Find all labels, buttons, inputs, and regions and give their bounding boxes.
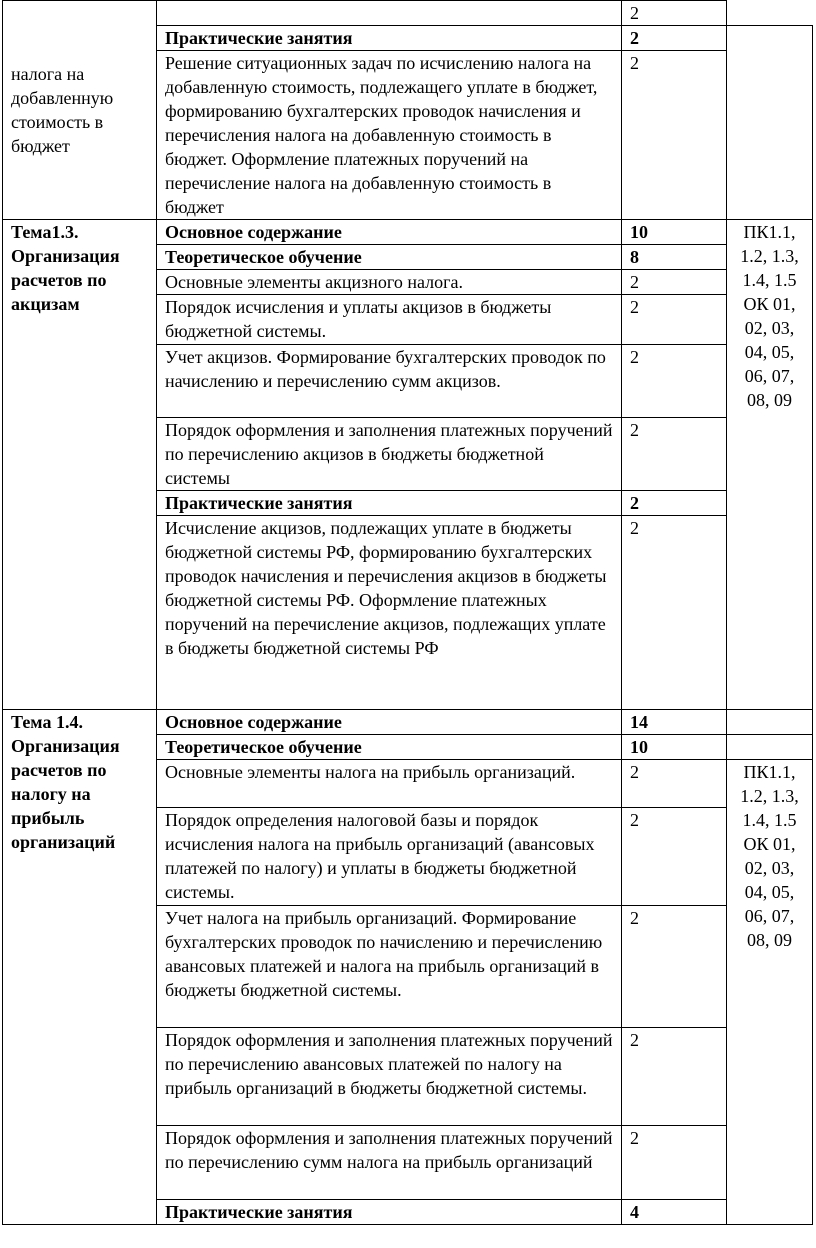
hours-cell: 2: [622, 418, 727, 491]
content-cell: Учет налога на прибыль организаций. Формирование бухгалтерских проводок по начислению и перечислению авансовых платежей и налога на прибыль организаций в бюджеты бюджетной системы.: [157, 906, 622, 1028]
competency-cell: [727, 220, 813, 710]
curriculum-table: [2, 0, 813, 1225]
table-row: [3, 1, 813, 26]
content-cell: Исчисление акцизов, подлежащих уплате в бюджеты бюджетной системы РФ, формированию бухгалтерских проводок начисления и перечисления акцизов в бюджеты бюджетной системы РФ. Оформление платежных поручений на перечисление акцизов, подлежащих уплате в бюджеты бюджетной системы РФ: [157, 516, 622, 710]
competency-cell: [727, 760, 813, 1225]
content-cell: Основное содержание: [157, 710, 622, 735]
hours-cell: 2: [622, 906, 727, 1028]
content-cell: Основные элементы акцизного налога.: [157, 270, 622, 295]
topic-title-cell: [3, 220, 157, 710]
hours-cell: 2: [622, 516, 727, 710]
topic-continuation-text: налога на добавленную стоимость в бюджет: [11, 64, 114, 156]
hours-cell: 2: [622, 1, 727, 26]
topic-continuation-cell: [3, 1, 157, 220]
competency-cell-empty: [727, 26, 813, 220]
hours-cell: 2: [622, 345, 727, 418]
content-cell-empty: [157, 1, 622, 26]
content-cell: Порядок исчисления и уплаты акцизов в бюджеты бюджетной системы.: [157, 295, 622, 345]
competency-list: ПК1.1, 1.2, 1.3, 1.4, 1.5 ОК 01, 02, 03, 04, 05, 06, 07, 08, 09: [740, 222, 799, 410]
hours-cell: 8: [622, 245, 727, 270]
table-row: [3, 710, 813, 735]
content-cell: Порядок оформления и заполнения платежных поручений по перечислению авансовых платежей по налогу на прибыль организаций в бюджеты бюджетной системы.: [157, 1028, 622, 1126]
content-cell: Практические занятия: [157, 26, 622, 51]
hours-cell: 10: [622, 220, 727, 245]
content-cell: Теоретическое обучение: [157, 245, 622, 270]
hours-cell: 2: [622, 760, 727, 808]
hours-cell: 2: [622, 808, 727, 906]
content-cell: Основные элементы налога на прибыль организаций.: [157, 760, 622, 808]
topic-title: Тема 1.4. Организация расчетов по налогу на прибыль организаций: [11, 712, 120, 852]
topic-title-cell: [3, 710, 157, 1225]
content-cell: Порядок оформления и заполнения платежных поручений по перечислению акцизов в бюджеты бюджетной системы: [157, 418, 622, 491]
table-row: [3, 220, 813, 245]
blank-cell: [727, 1, 813, 26]
competency-cell-empty: [727, 710, 813, 735]
content-cell: Теоретическое обучение: [157, 735, 622, 760]
hours-cell: 2: [622, 295, 727, 345]
hours-cell: 2: [622, 26, 727, 51]
content-cell: Порядок оформления и заполнения платежных поручений по перечислению сумм налога на прибыль организаций: [157, 1126, 622, 1200]
content-cell: Основное содержание: [157, 220, 622, 245]
content-cell: Учет акцизов. Формирование бухгалтерских проводок по начислению и перечислению сумм акцизов.: [157, 345, 622, 418]
hours-cell: 2: [622, 270, 727, 295]
hours-cell: 2: [622, 1028, 727, 1126]
content-cell: Порядок определения налоговой базы и порядок исчисления налога на прибыль организаций (авансовых платежей по налогу) и уплаты в бюджеты бюджетной системы.: [157, 808, 622, 906]
hours-cell: 4: [622, 1200, 727, 1225]
hours-cell: 10: [622, 735, 727, 760]
hours-cell: 14: [622, 710, 727, 735]
competency-list: ПК1.1, 1.2, 1.3, 1.4, 1.5 ОК 01, 02, 03, 04, 05, 06, 07, 08, 09: [740, 762, 799, 950]
content-cell: Практические занятия: [157, 1200, 622, 1225]
content-cell: Практические занятия: [157, 491, 622, 516]
topic-title: Тема1.3. Организация расчетов по акцизам: [11, 222, 120, 314]
hours-cell: 2: [622, 51, 727, 220]
competency-cell-empty: [727, 735, 813, 760]
hours-cell: 2: [622, 491, 727, 516]
content-cell: Решение ситуационных задач по исчислению налога на добавленную стоимость, подлежащего уплате в бюджет, формированию бухгалтерских проводок начисления и перечисления налога на добавленную стоимость в бюджет. Оформление платежных поручений на перечисление налога на добавленную стоимость в бюджет: [157, 51, 622, 220]
hours-cell: 2: [622, 1126, 727, 1200]
